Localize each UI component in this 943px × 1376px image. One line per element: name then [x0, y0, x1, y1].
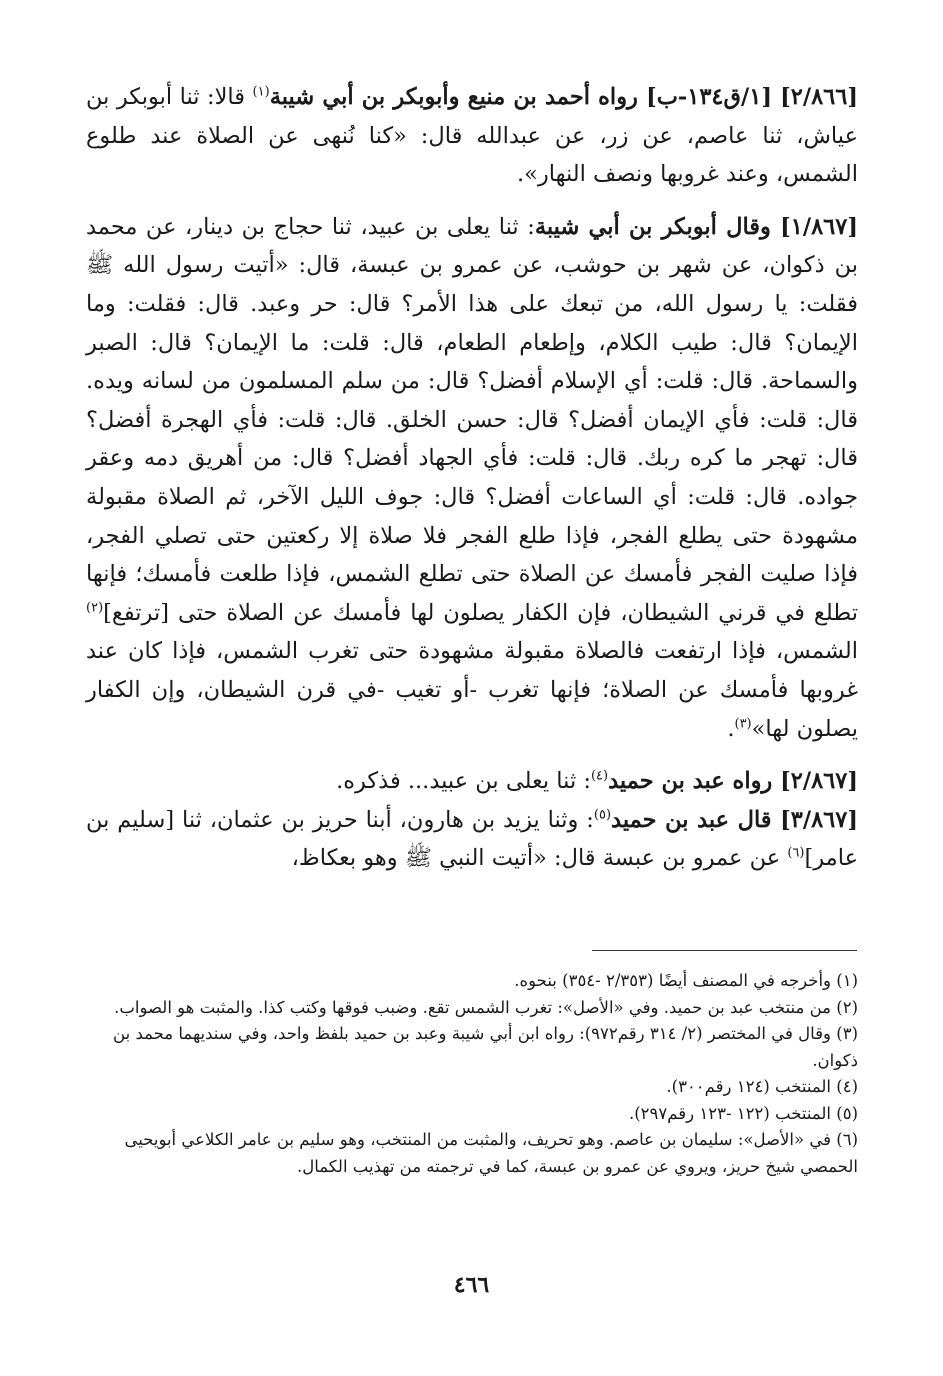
hadith-reference: [٢/٨٦٧] رواه عبد بن حميد [608, 768, 858, 795]
hadith-text: . [727, 715, 735, 742]
footnote-marker: (٦) [787, 845, 805, 861]
hadith-text: قالا: ثنا أبوبكر بن عياش، ثنا عاصم، عن زر، عن عبدالله قال: «كنا نُنهى عن الصلاة عند طلوع الشمس، وعند غروبها ونصف النهار». [86, 84, 858, 188]
footnotes [86, 968, 858, 1180]
footnote-divider [592, 950, 857, 951]
footnote: (٤) المنتخب (١٢٤ رقم٣٠٠). [666, 1077, 858, 1096]
footnote-marker: (٤) [590, 768, 609, 784]
footnote-marker: (٥) [593, 807, 612, 823]
footnote-marker: (٢) [86, 600, 104, 616]
hadith-paragraph [86, 801, 858, 878]
hadith-paragraph [86, 78, 858, 194]
hadith-text: : ثنا يعلى بن عبيد، ثنا حجاج بن دينار، عن محمد بن ذكوان، عن شهر بن حوشب، عن عمرو بن عبسة، قال: «أتيت رسول الله ﷺ فقلت: يا رسول الله، من تبعك على هذا الأمر؟ قال: حر وعبد. قال: فقلت: وما الإيمان؟ قال: طيب الكلام، وإطعام الطعام، قال: قلت: ما الإيمان؟ قال: الصبر والسماحة. قال: قلت: أي الإسلام أفضل؟ قال: من سلم المسلمون من لسانه ويده. قال: قلت: فأي الإيمان أفضل؟ قال: حسن الخلق. قال: قلت: فأي الهجرة أفضل؟ قال: تهجر ما كره ربك. قال: قلت: فأي الجهاد أفضل؟ قال: من أهريق دمه وعقر جواده. قال: قلت: أي الساعات أفضل؟ قال: جوف الليل الآخر، ثم الصلاة مقبولة مشهودة حتى يطلع الفجر، فإذا طلع الفجر فلا صلاة إلا ركعتين حتى تصلي الفجر، فإذا صليت الفجر فأمسك عن الصلاة حتى تطلع الشمس، فإذا طلعت فأمسك؛ فإنها تطلع في قرني الشيطان، فإن الكفار يصلون لها فأمسك عن الصلاة حتى [ترتفع] [86, 213, 858, 626]
hadith-paragraph [86, 208, 858, 748]
hadith-reference: [٣/٨٦٧] قال عبد بن حميد [611, 806, 858, 833]
footnote: (٦) في «الأصل»: سليمان بن عاصم. وهو تحريف، والمثبت من المنتخب، وهو سليم بن عامر الكلاعي أبويحيى الحمصي شيخ حريز، ويروي عن عمرو بن عبسة، كما في ترجمته من تهذيب الكمال. [124, 1130, 858, 1176]
hadith-text: عن عمرو بن عبسة قال: «أتيت النبي ﷺ وهو بعكاظ، [291, 845, 788, 872]
hadith-paragraph [86, 762, 858, 801]
footnote: (٣) وقال في المختصر (٢/ ٣١٤ رقم٩٧٢): رواه ابن أبي شيبة وعبد بن حميد بلفظ واحد، وفي سنديهما محمد بن ذكوان. [113, 1024, 858, 1070]
footnote: (٢) من منتخب عبد بن حميد. وفي «الأصل»: تغرب الشمس تقع. وضبب فوقها وكتب كذا. والمثبت هو الصواب. [114, 997, 858, 1017]
hadith-text: : ثنا يعلى بن عبيد... فذكره. [336, 768, 591, 795]
page-number: ٤٦٦ [453, 1272, 490, 1298]
footnote-marker: (٣) [734, 716, 752, 731]
footnote: (١) وأخرجه في المصنف أيضًا (٢/٣٥٣ -٣٥٤) بنحوه. [514, 971, 858, 990]
footnote: (٥) المنتخب (١٢٢ -١٢٣ رقم٢٩٧). [628, 1103, 858, 1123]
hadith-text: : وثنا يزيد بن هارون، أبنا حريز بن عثمان، ثنا [سليم بن عامر] [86, 806, 858, 872]
hadith-reference: [١/٨٦٧] وقال أبوبكر بن أبي شيبة [534, 213, 859, 240]
hadith-text: الشمس، فإذا ارتفعت فالصلاة مقبولة مشهودة حتى تغرب الشمس، فإذا كان عند غروبها فأمسك عن الصلاة؛ فإنها تغرب -أو تغيب -في قرن الشيطان، وإن الكفار يصلون لها» [86, 638, 858, 742]
hadith-reference: [٢/٨٦٦] [١/ق١٣٤-ب] رواه أحمد بن منيع وأبوبكر بن أبي شيبة [269, 84, 858, 110]
footnote-marker: (١) [252, 84, 270, 100]
main-text [86, 78, 858, 892]
